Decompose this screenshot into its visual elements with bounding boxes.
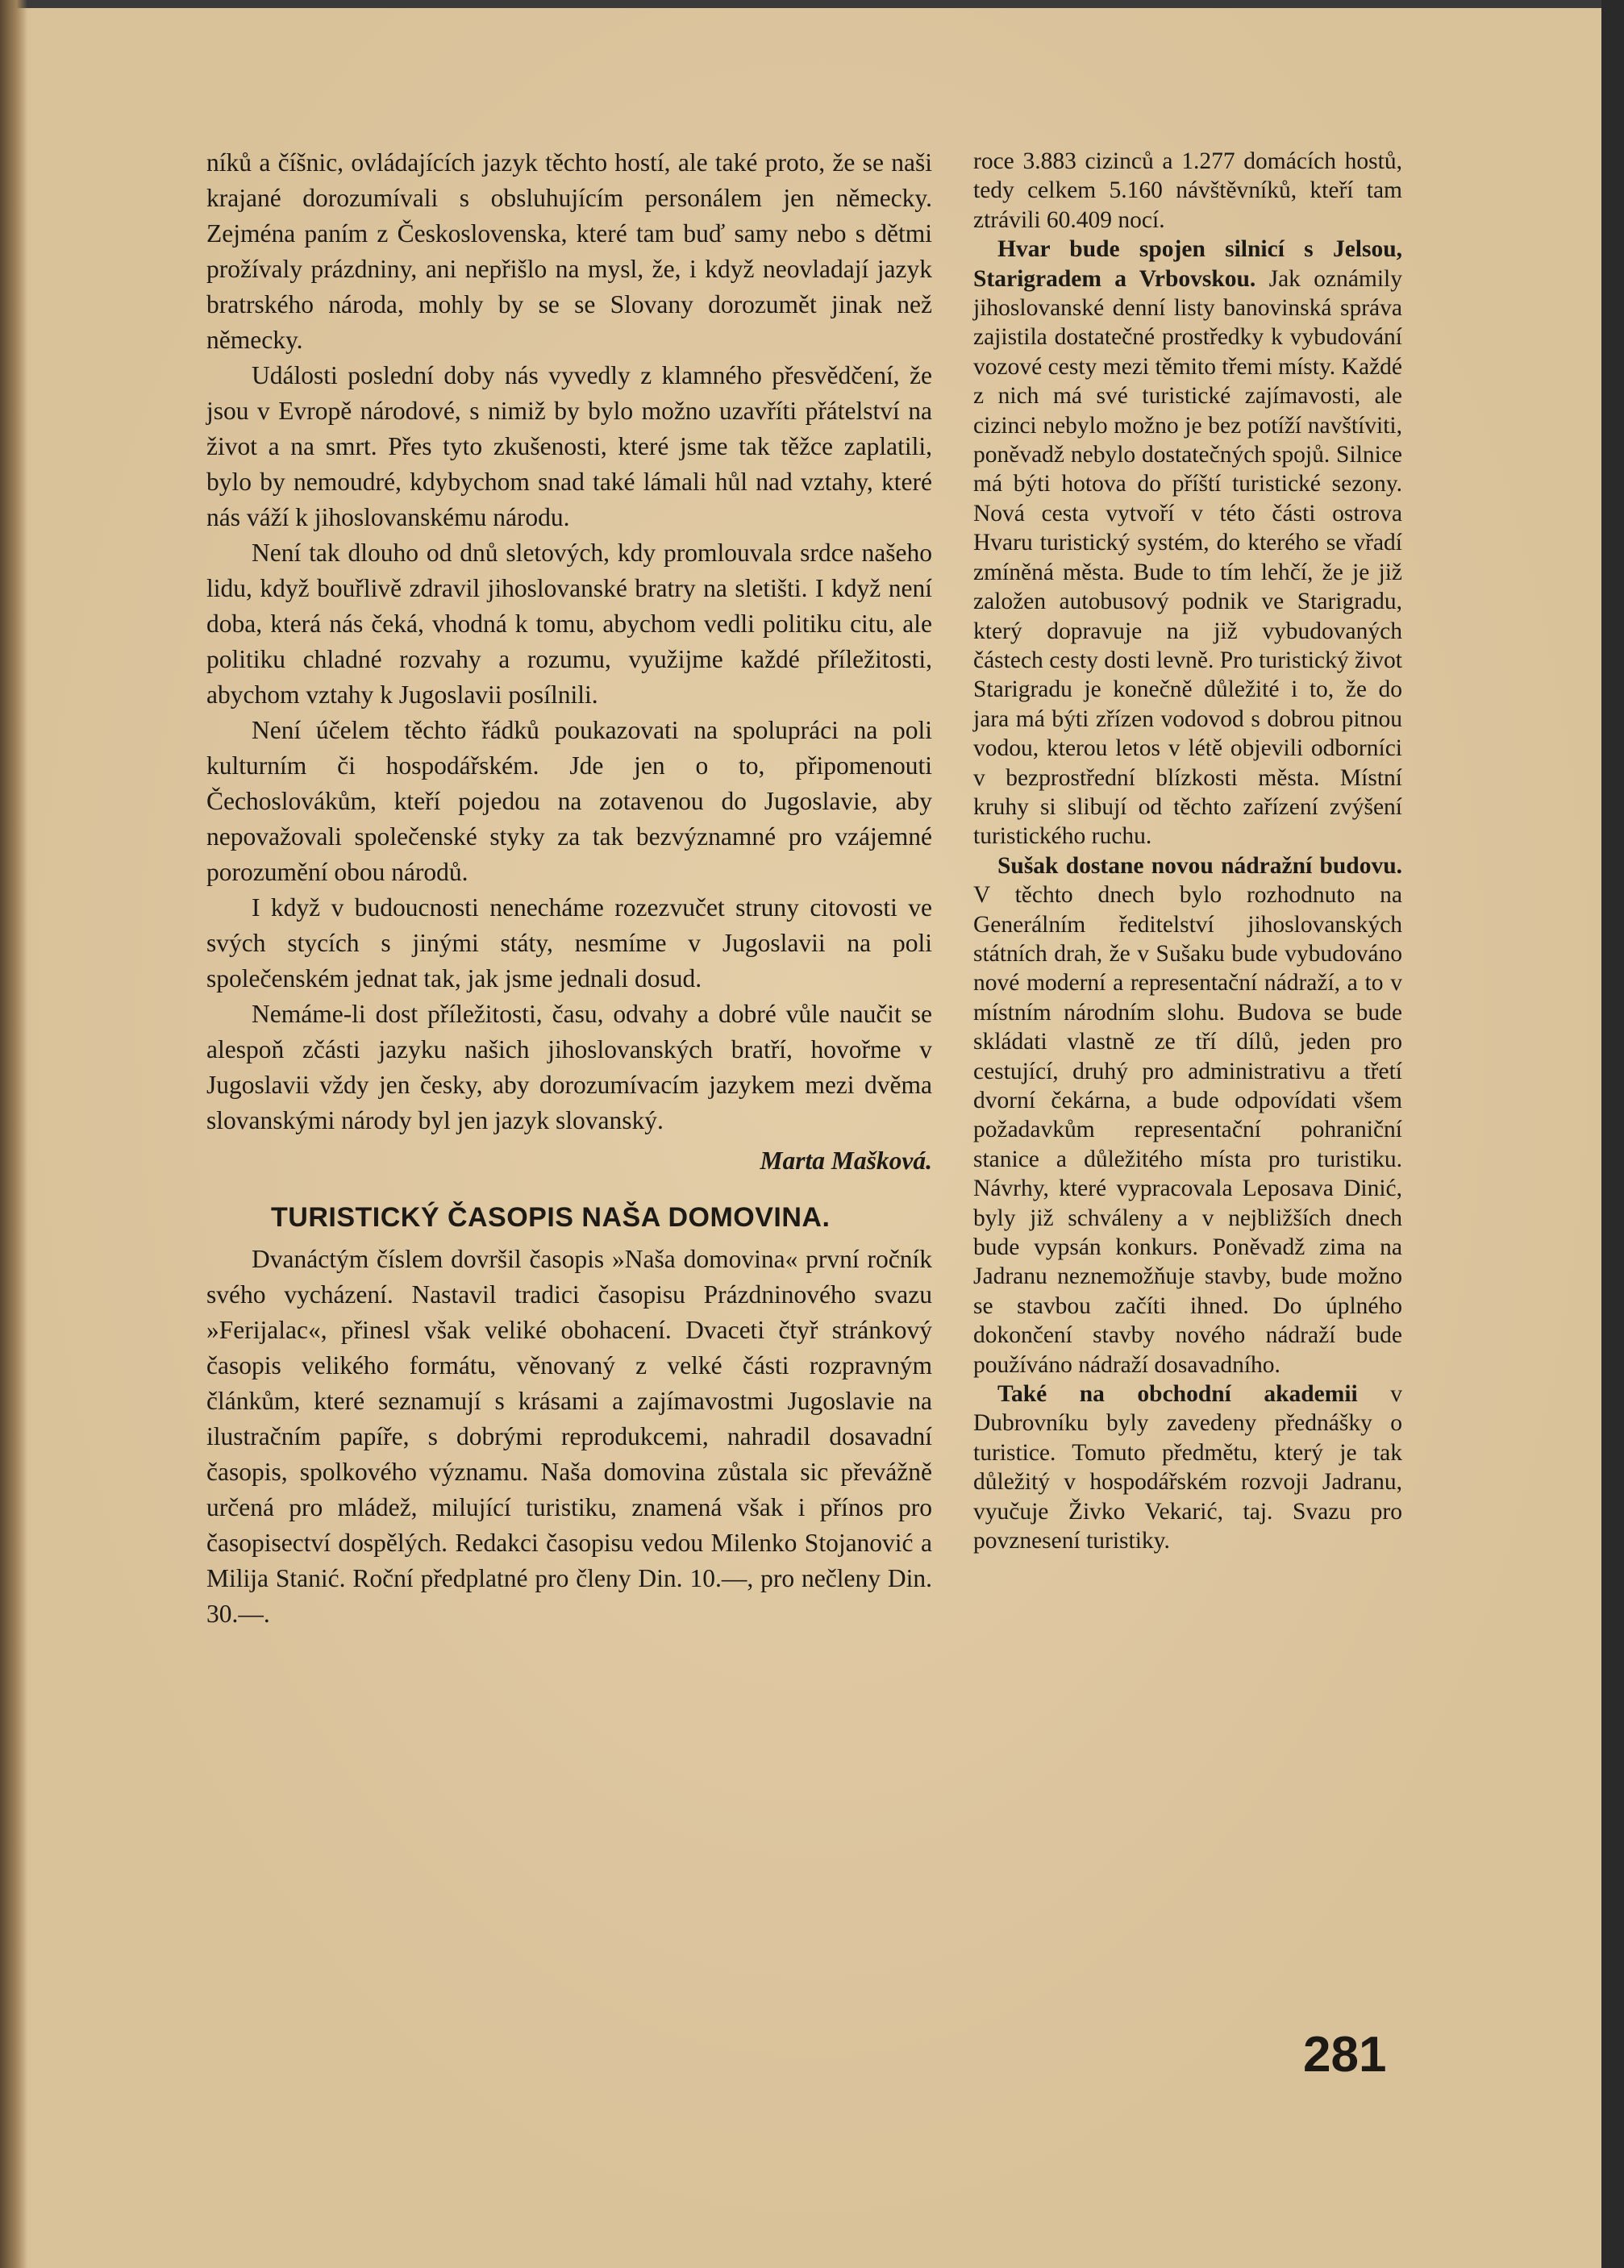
right-column [973, 147, 1402, 1556]
paragraph: Nemáme-li dost příležitosti, času, odvahy a dobré vůle naučit se alespoň zčásti jazyku našich jihoslovanských bratří, hovořme v Jugoslavii vždy jen česky, aby dorozumívacím jazykem mezi dvěma slovanskými národy byl jen jazyk slovanský. [206, 1000, 932, 1134]
article-paragraph: Dvanáctým číslem dovršil časopis »Naša domovina« první ročník svého vycházení. Nastavil tradici časopisu Prázdninového svazu »Ferijalac«, přinesl však veliké obohacení. Dvaceti čtyř stránkový časopis velikého formátu, věnovaný z velké části rozpravným článkům, které seznamují s krásami a zajímavostmi Jugoslavie na ilustračním papíře, s dobrými reprodukcemi, nahradil dosavadní časopis, spolkového významu. Naša domovina zůstala sic převážně určená pro mládež, milující turistiku, znamená však i přínos pro časopisectví dospělých. Redakci časopisu vedou Milenko Stojanović a Milija Stanić. Roční předplatné pro členy Din. 10.—, pro nečleny Din. 30.—. [206, 1245, 932, 1628]
author-signature: Marta Mašková. [760, 1146, 932, 1175]
page-number: 281 [1303, 2027, 1387, 2083]
paragraph: Není účelem těchto řádků poukazovati na spolupráci na poli kulturním či hospodářském. Jde jen o to, připomenouti Čechoslovákům, kteří pojedou na zotavenou do Jugoslavie, aby nepovažovali společenské styky za tak bezvýznamné pro vzájemné porozumění obou národů. [206, 716, 932, 886]
news-item-text: V těchto dnech bylo rozhodnuto na Generálním ředitelství jihoslovanských státních drah, že v Sušaku bude vybudováno nové moderní a representační nádraží, a to v místním národním slohu. Budova se bude skládati vlastně ze tří dílů, jeden pro cestující, druhý pro administrativu a třetí dvorní čekárna, a bude odpovídati všem požadavkům representační pohraniční stanice a důležitého místa pro turistiku. Návrhy, které vypracovala Leposava Dinić, byly již schváleny a v nejbližších dnech bude vypsán konkurs. Poněvadž zima na Jadranu neznemožňuje stavby, bude možno se stavbou začíti ihned. Do úplného dokončení stavby nového nádraží bude používáno nádraží dosavadního. [973, 882, 1402, 1378]
article-heading: TURISTICKÝ ČASOPIS NAŠA DOMOVINA. [271, 1202, 831, 1233]
paragraph: Není tak dlouho od dnů sletových, kdy promlouvala srdce našeho lidu, když bouřlivě zdravil jihoslovanské bratry na sletišti. I když není doba, která nás čeká, vhodná k tomu, abychom vedli politiku citu, ale politiku chladné rozvahy a rozumu, využijme každé příležitosti, abychom vztahy k Jugoslavii posílnili. [206, 539, 932, 709]
news-item-lead: Hvar bude spojen silnicí s Jelsou, Starigradem a Vrbovskou. [973, 236, 1402, 292]
news-item-lead: Sušak dostane novou nádražní budovu. [997, 852, 1402, 879]
scan-top-edge [0, 0, 1624, 8]
news-item [973, 1380, 1402, 1555]
news-item [973, 235, 1402, 851]
news-item-text: Jak oznámily jihoslovanské denní listy banovinská správa zajistila dostatečné prostředky k vybudování vozové cesty mezi těmito třemi místy. Každé z nich má své turistické zajímavosti, ale cizinci nebylo možno je bez potíží navštíviti, poněvadž nebylo dostatečných spojů. Silnice má býti hotova do příští turistické sezony. Nová cesta vytvoří v této části ostrova Hvaru turistický systém, do kterého se vřadí zmíněná města. Bude to tím lehčí, že je již založen autobusový podnik ve Starigradu, který dopravuje na již vybudovaných částech cesty dosti levně. Pro turistický život Starigradu je konečně důležité i to, že do jara má býti zřízen vodovod s dobrou pitnou vodou, kterou letos v létě objevili odborníci v bezprostřední blízkosti města. Místní kruhy si slibují od těchto zařízení zvýšení turistického ruchu. [973, 265, 1402, 850]
scan-right-edge [1601, 0, 1624, 2268]
paragraph: I když v budoucnosti nenecháme rozezvučet struny citovosti ve svých stycích s jinými státy, nesmíme v Jugoslavii na poli společenském jednat tak, jak jsme jednali dosud. [206, 893, 932, 993]
paragraph-continued: níků a číšnic, ovládajících jazyk těchto hostí, ale také proto, že se naši krajané dorozumívali s obsluhujícím personálem jen německy. Zejména paním z Československa, které tam buď samy nebo s dětmi prožívaly prázdniny, ani nepřišlo na mysl, že, i když neovladají jazyk bratrského národa, mohly by se se Slovany dorozumět jinak než německy. [206, 148, 932, 354]
paragraph-continued: roce 3.883 cizinců a 1.277 domácích hostů, tedy celkem 5.160 návštěvníků, kteří tam ztrávili 60.409 nocí. [973, 148, 1402, 233]
left-column [206, 145, 932, 1632]
news-item-lead: Také na obchodní akademii [997, 1381, 1358, 1408]
paragraph: Události poslední doby nás vyvedly z klamného přesvědčení, že jsou v Evropě národové, s nimiž by bylo možno uzavříti přátelství na život a na smrt. Přes tyto zkušenosti, které jsme tak těžce zaplatili, bylo by nemoudré, kdybychom snad také lámali hůl nad vztahy, které nás váží k jihoslovanskému národu. [206, 361, 932, 531]
news-item-text: v Dubrovníku byly zavedeny přednášky o turistice. Tomuto předmětu, který je tak důležitý v hospodářském rozvoji Jadranu, vyučuje Živko Vekarić, taj. Svazu pro povznesení turistiky. [973, 1381, 1403, 1554]
news-item [973, 851, 1402, 1380]
page-binding-edge [0, 0, 27, 2268]
